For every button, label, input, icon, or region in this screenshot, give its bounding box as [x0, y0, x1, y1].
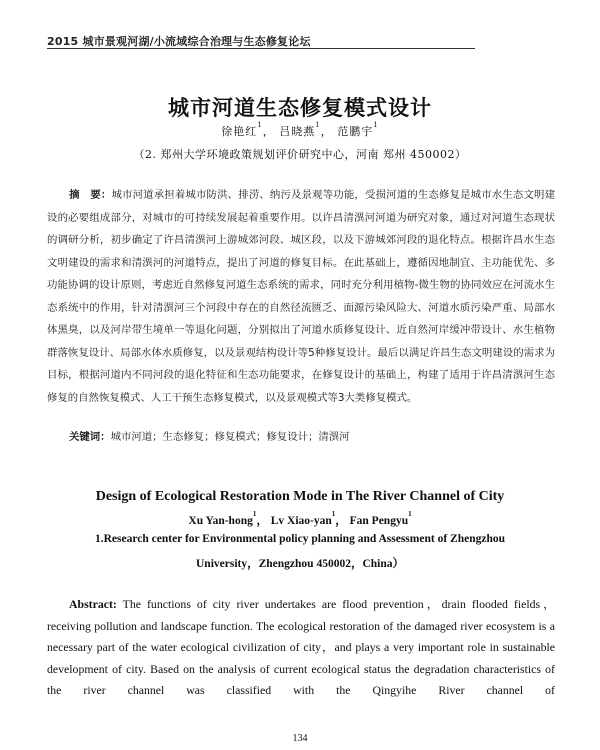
authors-english — [0, 512, 600, 528]
affiliation-chinese: （2. 郑州大学环境政策规划评价研究中心，河南 郑州 450002） — [133, 148, 467, 161]
affiliation-english-line1: 1.Research center for Environmental policy planning and Assessment of Zhengzhou — [95, 533, 505, 545]
abstract-chinese — [47, 184, 555, 409]
author-name: 吕晓燕 — [279, 125, 316, 138]
author-name: Xu Yan-hong — [188, 515, 253, 527]
author-affiliation-mark: 1 — [257, 121, 263, 129]
abstract-label-chinese: 摘 要： — [69, 189, 112, 201]
author-name: 徐艳红 — [221, 125, 258, 138]
affiliation-english-line2: University，Zhengzhou 450002，China） — [196, 558, 404, 570]
title-english: Design of Ecological Restoration Mode in The River Channel of City — [95, 489, 505, 504]
author-separator: ， — [262, 125, 275, 138]
authors-chinese — [0, 123, 600, 139]
abstract-english — [47, 594, 555, 702]
header-rule — [47, 48, 475, 49]
author-affiliation-mark: 1 — [252, 510, 257, 518]
author-separator: ， — [335, 515, 347, 527]
author-name: Fan Pengyu — [349, 515, 409, 527]
keywords-text-chinese: 城市河道；生态修复；修复模式；修复设计；清潩河 — [110, 431, 350, 443]
author-affiliation-mark: 1 — [373, 121, 379, 129]
author-affiliation-mark: 1 — [331, 510, 336, 518]
abstract-text-chinese: 城市河道承担着城市防洪、排涝、纳污及景观等功能，受损河道的生态修复是城市水生态文明建设的必要组成部分，对城市的可持续发展起着重要作用。以许昌清潩河河道为研究对象，通过对河道生态现状的调研分析，初步确定了许昌清潩河上游城郊河段、城区段，以及下游城郊河段的退化特点。根据许昌水生态文明建设的需求和清潩河的河道特点，提出了河道的修复目标。在此基础上，遵循因地制宜、主功能优先、多功能协调的设计原则，考虑近自然修复河道生态系统的需求，同时充分利用植物-微生物的协同效应在河流水生态系统中的作用，针对清潩河三个河段中存在的自然径流匮乏、面源污染风险大、河道水质污染严重、局部水体黑臭，以及河岸带生境单一等退化问题，分别拟出了河道水质修复设计、近自然河岸缓冲带设计、水生植物群落恢复设计、局部水体水质修复，以及景观结构设计等5种修复设计。最后以满足许昌生态文明建设的需求为目标，根据河道内不同河段的退化特征和生态功能要求，在修复设计的基础上，构建了适用于许昌清潩河生态修复的自然恢复模式、人工干预生态修复模式，以及景观模式等3大类修复模式。 — [47, 189, 555, 404]
running-header: 2015 城市景观河湖/小流域综合治理与生态修复论坛 — [47, 35, 311, 48]
title-chinese: 城市河道生态修复模式设计 — [168, 95, 432, 120]
author-affiliation-mark: 1 — [315, 121, 321, 129]
abstract-text-english: The functions of city river undertakes are flood prevention，drain flooded fields，receiving pollution and landscape function. The ecological restoration of the damaged river ecosystem is a necessary part of the water ecological civilization of city，and plays a very important role in sustainable development of city. Based on the analysis of current ecological status the degradation characteristics of the river channel was classified with the Qingyihe River channel of — [47, 597, 555, 697]
page-number: 134 — [292, 733, 308, 744]
author-separator: ， — [320, 125, 333, 138]
author-separator: ， — [256, 515, 268, 527]
abstract-label-english: Abstract: — [69, 597, 117, 611]
author-name: 范鹏宇 — [337, 125, 374, 138]
author-name: Lv Xiao-yan — [270, 515, 332, 527]
keywords-label-chinese: 关键词： — [69, 431, 111, 443]
author-affiliation-mark: 1 — [408, 510, 412, 518]
keywords-chinese — [69, 428, 350, 443]
